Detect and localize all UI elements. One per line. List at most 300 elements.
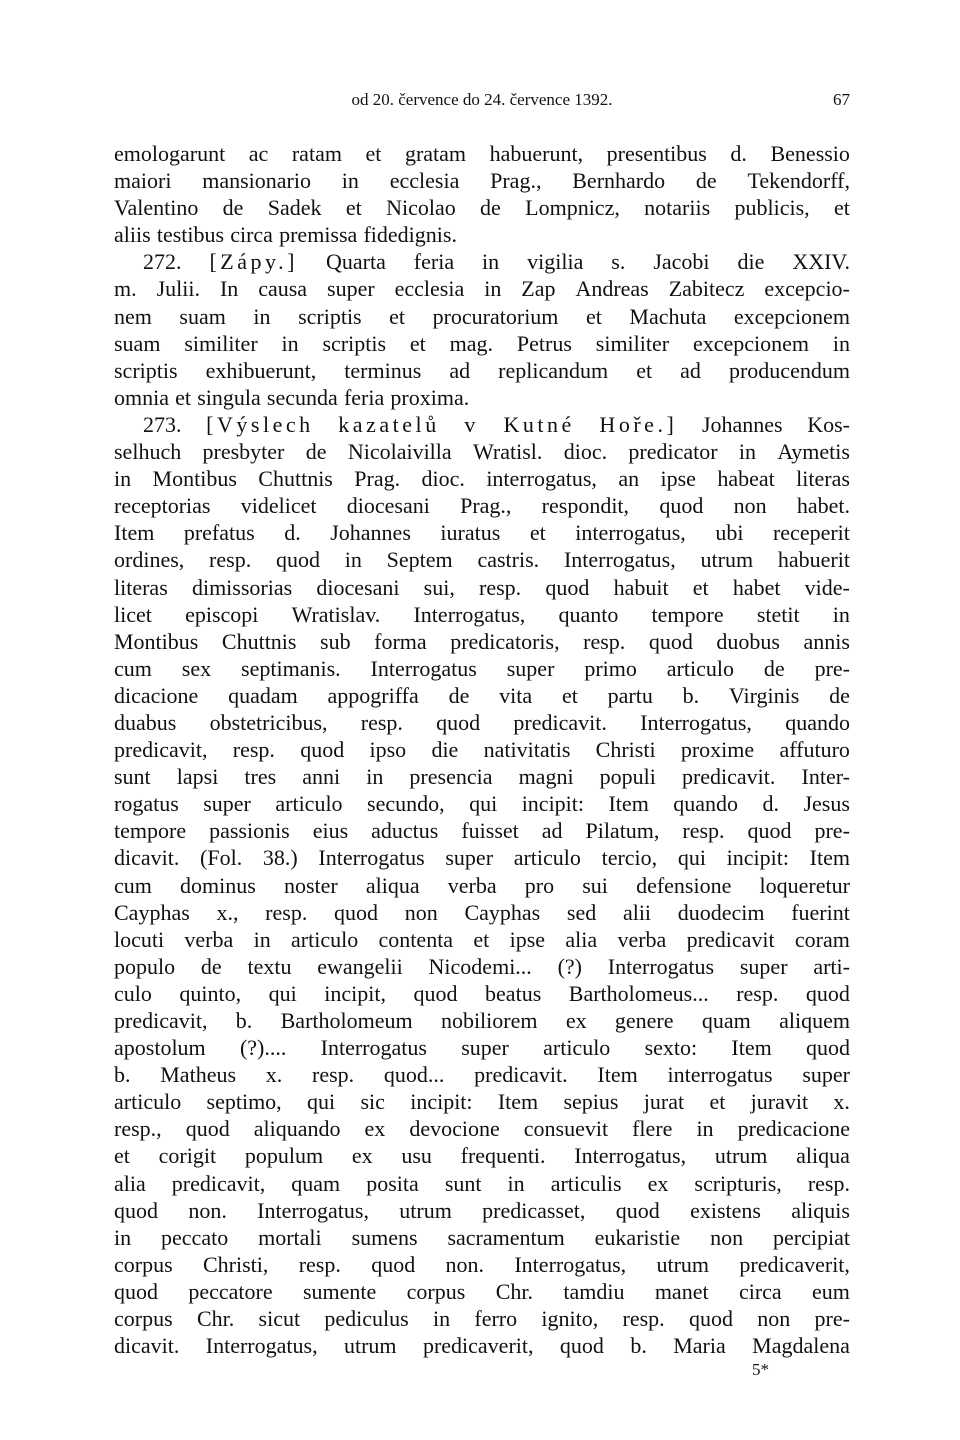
word: in bbox=[832, 601, 850, 627]
word: Quarta bbox=[325, 249, 386, 275]
word: resp. bbox=[232, 737, 275, 763]
word: septimanis. bbox=[241, 655, 341, 681]
word: qui bbox=[307, 1089, 336, 1115]
word: qui bbox=[268, 980, 297, 1006]
word: terminus bbox=[344, 357, 422, 383]
word: utrum bbox=[656, 1251, 710, 1277]
word: tres bbox=[244, 764, 277, 790]
word: Julii. bbox=[156, 276, 200, 302]
word: articulo bbox=[275, 791, 343, 817]
word: qui bbox=[469, 791, 498, 817]
word: de bbox=[448, 682, 470, 708]
word: articulo bbox=[666, 655, 734, 681]
word: premissa bbox=[279, 222, 358, 248]
word: quod bbox=[185, 1116, 230, 1142]
text-line bbox=[114, 384, 850, 411]
word: appogriffa bbox=[327, 682, 419, 708]
word: singula bbox=[197, 384, 261, 410]
word: predicavit, bbox=[114, 1008, 208, 1033]
word: corpus bbox=[114, 1251, 173, 1277]
word: pro bbox=[524, 872, 555, 898]
word: 273. bbox=[143, 411, 182, 437]
word: alia bbox=[114, 1170, 146, 1196]
word: eum bbox=[812, 1278, 850, 1304]
word: peccatore bbox=[188, 1278, 273, 1304]
word: incipit: bbox=[410, 1089, 473, 1115]
text-line bbox=[114, 1061, 850, 1088]
word: populi bbox=[599, 764, 656, 790]
word: culo bbox=[114, 980, 152, 1006]
word: Interrogatus, bbox=[205, 1333, 318, 1359]
word: similiter bbox=[184, 330, 258, 356]
word: locuti bbox=[114, 926, 165, 952]
word: ecclesia bbox=[394, 276, 465, 302]
text-line bbox=[114, 709, 850, 736]
text-line bbox=[114, 1170, 850, 1197]
word: Pilatum, bbox=[585, 818, 660, 844]
word: castris. bbox=[477, 547, 540, 573]
word: Hoře.] bbox=[599, 411, 678, 437]
word: diocesani bbox=[346, 493, 430, 519]
word: anni bbox=[302, 764, 341, 790]
word: quod bbox=[114, 1278, 158, 1304]
word: Montibus bbox=[152, 466, 237, 492]
word: dimissorias bbox=[191, 574, 293, 600]
word: super bbox=[327, 276, 375, 302]
word: aliquis bbox=[791, 1197, 850, 1223]
word: Bartholomeum bbox=[280, 1008, 413, 1033]
word: (?).... bbox=[239, 1035, 287, 1061]
word: sunt bbox=[114, 764, 151, 790]
text-line bbox=[114, 1332, 850, 1359]
word: super bbox=[506, 655, 555, 681]
word: habuerunt, bbox=[489, 141, 584, 166]
word: Item bbox=[809, 845, 850, 871]
word: quod bbox=[413, 980, 458, 1006]
word: pediculus bbox=[324, 1306, 409, 1332]
word: sicut bbox=[258, 1306, 301, 1332]
word: receperit bbox=[772, 520, 850, 546]
word: resp. bbox=[622, 1306, 665, 1332]
word: quod... bbox=[383, 1062, 445, 1088]
word: Montibus bbox=[114, 628, 199, 654]
word: omnia bbox=[114, 384, 169, 410]
word: in bbox=[432, 1306, 451, 1332]
word: ex bbox=[364, 1116, 386, 1142]
word: Prag., bbox=[460, 493, 512, 519]
word: rogatus bbox=[114, 791, 179, 817]
word: literas bbox=[114, 574, 168, 600]
word: de bbox=[222, 195, 244, 221]
word: utrum bbox=[700, 547, 754, 573]
word: Virginis bbox=[728, 682, 800, 708]
text-line bbox=[114, 1251, 850, 1278]
text-line bbox=[114, 655, 850, 682]
word: super bbox=[802, 1062, 850, 1088]
word: quod bbox=[371, 1251, 416, 1277]
word: non bbox=[757, 1306, 791, 1332]
word: in bbox=[738, 439, 757, 465]
word: utrum bbox=[343, 1333, 397, 1359]
word: ad bbox=[449, 357, 471, 383]
word: ewangelii bbox=[317, 953, 403, 979]
word: ad bbox=[680, 357, 701, 383]
word: Inter- bbox=[801, 764, 850, 790]
word: vide- bbox=[804, 574, 850, 600]
word: et bbox=[834, 195, 850, 221]
word: et bbox=[365, 141, 382, 166]
word: predicatoris, bbox=[450, 628, 560, 654]
word: de bbox=[305, 439, 327, 465]
word: scriptis bbox=[114, 357, 178, 383]
word: similiter bbox=[595, 330, 670, 356]
word: super bbox=[203, 791, 251, 817]
word: nativitatis bbox=[483, 737, 571, 763]
word: dioc. bbox=[563, 439, 608, 465]
word: replicandum bbox=[498, 357, 609, 383]
word: non bbox=[733, 493, 767, 519]
word: episcopi bbox=[185, 601, 259, 627]
word: quadam bbox=[228, 682, 298, 708]
word: corigit bbox=[158, 1143, 217, 1169]
word: Chuttnis bbox=[221, 628, 297, 654]
word: quod bbox=[688, 1306, 733, 1332]
word: vita bbox=[499, 682, 533, 708]
word: duobus bbox=[716, 628, 780, 654]
word: Chr. bbox=[495, 1278, 533, 1304]
word: licet bbox=[114, 601, 152, 627]
word: de bbox=[695, 168, 717, 194]
word: ubi bbox=[715, 520, 744, 546]
word: Maria bbox=[673, 1333, 726, 1359]
word: Nicolaivilla bbox=[347, 439, 452, 465]
word: tempore bbox=[114, 818, 187, 844]
running-title: od 20. července do 24. července 1392. bbox=[351, 90, 613, 109]
word: eukaristie bbox=[594, 1224, 681, 1250]
word: fidedignis. bbox=[363, 222, 457, 248]
word: utrum bbox=[714, 1143, 768, 1169]
word: die bbox=[431, 737, 459, 763]
text-line bbox=[114, 438, 850, 465]
word: die bbox=[737, 249, 765, 275]
word: scriptis bbox=[322, 330, 387, 356]
word: et bbox=[692, 574, 709, 600]
word: iuratus bbox=[440, 520, 501, 546]
word: tempore bbox=[651, 601, 724, 627]
text-line bbox=[114, 303, 850, 330]
word: Zabitecz bbox=[668, 276, 745, 302]
word: tercio, bbox=[601, 845, 658, 871]
word: in bbox=[507, 1170, 525, 1196]
word: Cayphas bbox=[114, 899, 190, 925]
word: ex bbox=[565, 1008, 587, 1033]
word: et bbox=[473, 926, 490, 952]
word: ipse bbox=[509, 926, 546, 952]
word: quod bbox=[659, 493, 704, 519]
word: duodecim bbox=[677, 899, 765, 925]
word: sic bbox=[360, 1089, 385, 1115]
word: ac bbox=[248, 141, 269, 166]
word: eius bbox=[312, 818, 349, 844]
word: aliis bbox=[114, 222, 151, 248]
word: resp. bbox=[265, 899, 308, 925]
word: verba bbox=[447, 872, 497, 898]
word: cum bbox=[114, 872, 152, 898]
word: 38.) bbox=[262, 845, 298, 871]
text-line bbox=[114, 601, 850, 628]
text-line bbox=[114, 926, 850, 953]
word: habuerit bbox=[777, 547, 850, 573]
word: septimo, bbox=[206, 1089, 282, 1115]
word: exhibuerunt, bbox=[205, 357, 317, 383]
word: Valentino bbox=[114, 195, 199, 221]
word: interrogatus, bbox=[575, 520, 686, 546]
word: et bbox=[389, 303, 406, 329]
word: gratam bbox=[404, 141, 467, 166]
word: in bbox=[114, 1224, 132, 1250]
word: Interrogatus, bbox=[640, 709, 752, 735]
word: excepcio- bbox=[764, 276, 850, 302]
word: presencia bbox=[409, 764, 493, 790]
word: Septem bbox=[386, 547, 453, 573]
word: pre- bbox=[814, 655, 850, 681]
word: tamdiu bbox=[563, 1278, 625, 1304]
word: Interrogatus, bbox=[413, 601, 526, 627]
text-line bbox=[114, 465, 850, 492]
word: Zap bbox=[521, 276, 556, 302]
word: frequenti. bbox=[460, 1143, 546, 1169]
word: Benessio bbox=[770, 141, 850, 166]
text-line bbox=[114, 1305, 850, 1332]
word: quod bbox=[275, 547, 320, 573]
word: populo bbox=[114, 953, 176, 979]
word: Bernhardo bbox=[572, 168, 666, 194]
word: resp. bbox=[298, 1251, 341, 1277]
word: Machuta bbox=[629, 303, 707, 329]
word: quod bbox=[615, 1197, 660, 1223]
text-line bbox=[114, 1088, 850, 1115]
word: aliqua bbox=[796, 1143, 850, 1169]
word: predicavit. bbox=[474, 1062, 568, 1088]
word: resp. bbox=[479, 574, 522, 600]
text-line bbox=[114, 194, 850, 221]
word: d. bbox=[730, 141, 747, 166]
text-line bbox=[114, 492, 850, 519]
text-line bbox=[114, 574, 850, 601]
word: quod bbox=[559, 1333, 604, 1359]
page-number: 67 bbox=[833, 90, 850, 109]
word: ex bbox=[351, 1143, 373, 1169]
word: corpus bbox=[114, 1306, 173, 1332]
word: Item bbox=[497, 1089, 539, 1115]
word: ratam bbox=[291, 141, 342, 166]
word: d. bbox=[284, 520, 301, 546]
word: Chr. bbox=[196, 1306, 235, 1332]
word: prefatus bbox=[183, 520, 255, 546]
word: affuturo bbox=[779, 737, 850, 763]
word: quod bbox=[648, 628, 693, 654]
word: articulis bbox=[550, 1170, 622, 1196]
word: Item bbox=[608, 791, 649, 817]
word: x. bbox=[833, 1089, 850, 1115]
word: fuerint bbox=[791, 899, 850, 925]
word: excepcionem bbox=[733, 303, 850, 329]
word: secundo, bbox=[367, 791, 445, 817]
word: presbyter bbox=[202, 439, 285, 465]
word: sumens bbox=[351, 1224, 418, 1250]
word: de bbox=[829, 682, 850, 708]
text-line bbox=[114, 1034, 850, 1061]
text-line bbox=[114, 790, 850, 817]
word: articulo bbox=[543, 1035, 611, 1061]
signature-mark: 5* bbox=[752, 1360, 769, 1379]
word: proxime bbox=[680, 737, 755, 763]
word: quam bbox=[701, 1008, 751, 1033]
word: sumente bbox=[302, 1278, 377, 1304]
word: sed bbox=[566, 899, 597, 925]
word: feria bbox=[413, 249, 455, 275]
word: ipso bbox=[369, 737, 407, 763]
word: predicavit bbox=[686, 926, 775, 952]
word: Lompnicz, bbox=[525, 195, 620, 221]
word: ignito, bbox=[541, 1306, 599, 1332]
word: XXIV. bbox=[792, 249, 850, 275]
word: beatus bbox=[485, 980, 542, 1006]
word: in bbox=[114, 466, 132, 492]
word: Jesus bbox=[803, 791, 850, 817]
word: et bbox=[585, 303, 602, 329]
word: ipse bbox=[660, 466, 696, 492]
word: Sadek bbox=[267, 195, 322, 221]
word: flere bbox=[632, 1116, 673, 1142]
word: arti- bbox=[813, 953, 850, 979]
word: et bbox=[709, 1089, 726, 1115]
word: Christi, bbox=[202, 1251, 269, 1277]
word: m. bbox=[114, 276, 137, 302]
word: quod bbox=[300, 737, 345, 763]
word: sexto: bbox=[644, 1035, 698, 1061]
word: ecclesia bbox=[389, 168, 460, 194]
word: resp. bbox=[209, 547, 252, 573]
word: resp. bbox=[583, 628, 626, 654]
word: Nicolao bbox=[386, 195, 456, 221]
word: quod bbox=[114, 1197, 158, 1223]
word: in bbox=[253, 303, 271, 329]
text-line bbox=[114, 546, 850, 573]
word: annis bbox=[803, 628, 850, 654]
word: super bbox=[461, 1035, 509, 1061]
word: in bbox=[366, 764, 384, 790]
word: partu bbox=[607, 682, 653, 708]
text-line bbox=[114, 844, 850, 871]
word: Petrus bbox=[516, 330, 572, 356]
word: b. bbox=[114, 1062, 131, 1088]
text-line bbox=[114, 221, 850, 248]
word: b. bbox=[682, 682, 700, 708]
text-line bbox=[114, 980, 850, 1007]
word: stetit bbox=[756, 601, 800, 627]
text-line bbox=[114, 953, 850, 980]
word: obstetricibus, bbox=[209, 709, 328, 735]
text-line bbox=[114, 817, 850, 844]
word: Aymetis bbox=[777, 439, 850, 465]
word: x., bbox=[216, 899, 239, 925]
word: Interrogatus, bbox=[514, 1251, 627, 1277]
word: predicaverit, bbox=[422, 1333, 534, 1359]
word: de bbox=[763, 655, 785, 681]
word: ad bbox=[541, 818, 563, 844]
word: mag. bbox=[449, 330, 494, 356]
word: textu bbox=[247, 953, 292, 979]
word: articulo bbox=[114, 1089, 182, 1115]
running-header bbox=[114, 88, 850, 112]
word: scriptis bbox=[298, 303, 362, 329]
word: dominus bbox=[180, 872, 256, 898]
word: contenta bbox=[378, 926, 454, 952]
word: primo bbox=[584, 655, 637, 681]
word: utrum bbox=[399, 1197, 452, 1223]
word: et bbox=[561, 682, 578, 708]
word: in bbox=[696, 1116, 714, 1142]
word: selhuch bbox=[114, 439, 182, 465]
word: manet bbox=[654, 1278, 709, 1304]
word: presentibus bbox=[606, 141, 707, 166]
text-line bbox=[114, 1197, 850, 1224]
word: dicavit. bbox=[114, 845, 180, 871]
word: feria bbox=[343, 384, 385, 410]
word: forma bbox=[374, 628, 427, 654]
word: predicaverit, bbox=[739, 1251, 850, 1277]
word: resp. bbox=[682, 818, 725, 844]
word: de bbox=[200, 953, 222, 979]
word: x. bbox=[265, 1062, 283, 1088]
word: Interrogatus bbox=[320, 1035, 427, 1061]
text-line bbox=[114, 275, 850, 302]
word: resp. bbox=[736, 980, 779, 1006]
word: quod bbox=[545, 574, 590, 600]
word: quando bbox=[785, 709, 850, 735]
word: non bbox=[710, 1224, 744, 1250]
word: de bbox=[480, 195, 501, 221]
word: articulo bbox=[291, 926, 359, 952]
word: coram bbox=[794, 926, 850, 952]
word: noster bbox=[283, 872, 338, 898]
word: et bbox=[114, 1143, 130, 1169]
word: resp., bbox=[114, 1116, 162, 1142]
word: an bbox=[618, 466, 640, 492]
text-line bbox=[114, 357, 850, 384]
word: causa bbox=[258, 276, 308, 302]
word: non bbox=[404, 899, 438, 925]
word: videlicet bbox=[240, 493, 317, 519]
word: Prag. bbox=[354, 466, 401, 492]
word: interrogatus bbox=[667, 1062, 773, 1088]
word: super bbox=[739, 953, 788, 979]
word: Item bbox=[597, 1062, 638, 1088]
word: v bbox=[464, 411, 479, 437]
word: circa bbox=[738, 1278, 782, 1304]
word: Wratisl. bbox=[473, 439, 543, 465]
word: sui bbox=[582, 872, 608, 898]
word: in bbox=[484, 276, 502, 302]
word: resp. bbox=[312, 1062, 355, 1088]
word: publicis, bbox=[734, 195, 810, 221]
word: Interrogatus bbox=[607, 953, 715, 979]
word: apostolum bbox=[114, 1035, 206, 1061]
word: predicavit. bbox=[513, 709, 607, 735]
word: resp. bbox=[807, 1170, 850, 1196]
word: maiori bbox=[114, 168, 172, 194]
